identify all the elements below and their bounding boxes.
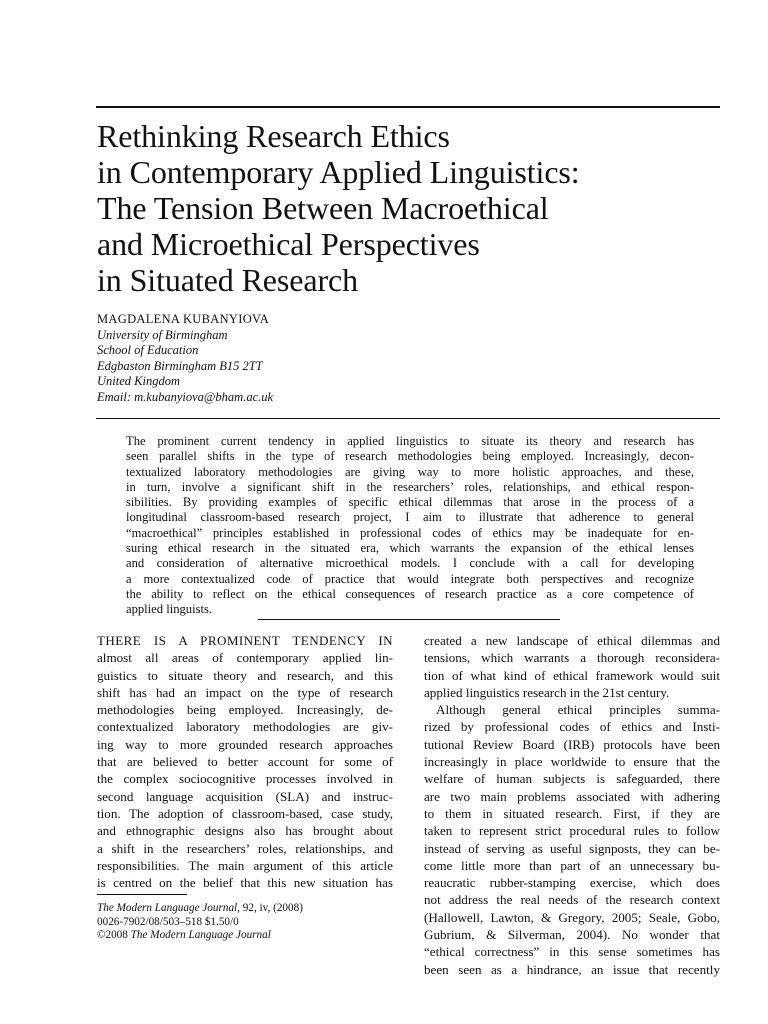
- body-line: almost all areas of contemporary applied lin-: [97, 650, 393, 666]
- body-line: THERE IS A PROMINENT TENDENCY IN: [97, 633, 393, 648]
- body-line: are two main problems associated with adhering: [424, 788, 720, 804]
- abstract-line: the ability to reflect on the ethical consequences of research practice as a core competence of: [126, 586, 694, 601]
- journal-issn: 0026-7902/08/503–518 $1.50/0: [97, 915, 239, 928]
- abstract-line: longitudinal classroom-based research project, I aim to illustrate that adherence to general: [126, 510, 694, 525]
- body-column-left: [97, 632, 393, 891]
- abstract-line: The prominent current tendency in applied linguistics to situate its theory and research has: [126, 434, 694, 448]
- abstract-line: in turn, involve a significant shift in the researchers’ roles, relationships, and ethical respon-: [126, 479, 694, 494]
- copyright-year: ©2008: [97, 929, 131, 942]
- title-line: in Situated Research: [97, 262, 359, 298]
- body-line: tensions, which warrants a thorough reconsidera-: [424, 650, 720, 666]
- body-line: applied linguistics research in the 21st century.: [424, 684, 670, 700]
- body-line: increasingly in place worldwide to ensure that the: [424, 754, 720, 770]
- body-line: ing way to more grounded research approaches: [97, 736, 393, 752]
- body-line: methodologies being employed. Increasingly, de-: [97, 702, 393, 718]
- title-line: and Microethical Perspectives: [97, 226, 480, 262]
- body-line: rized by professional codes of ethics and Insti-: [424, 719, 720, 735]
- body-line: tion of what kind of ethical framework would suit: [424, 667, 720, 683]
- body-line: Although general ethical principles summa-: [436, 702, 720, 718]
- body-line: shift has had an impact on the type of research: [97, 684, 393, 700]
- title-line: in Contemporary Applied Linguistics:: [97, 154, 580, 190]
- abstract-line: suring ethical research in the situated era, which warrants the expansion of the ethical lenses: [126, 541, 694, 556]
- body-line: responsibilities. The main argument of this article: [97, 857, 393, 873]
- title-line: Rethinking Research Ethics: [97, 118, 450, 154]
- abstract-line: “macroethical” principles established in professional codes of ethics may be inadequate for en-: [126, 525, 694, 540]
- abstract-line: seen parallel shifts in the type of research methodologies being employed. Increasingly, decon-: [126, 449, 694, 464]
- body-line: been seen as a hindrance, an issue that recently: [424, 961, 720, 977]
- copyright-holder: The Modern Language Journal: [130, 929, 271, 942]
- journal-volume: 92, iv, (2008): [239, 902, 303, 914]
- body-line: to them in situated research. First, if they are: [424, 805, 720, 821]
- body-line: welfare of human subjects is safeguarded, there: [424, 771, 720, 787]
- body-line: created a new landscape of ethical dilemmas and: [424, 633, 720, 648]
- journal-copyright: [97, 929, 303, 943]
- body-line: tion. The adoption of classroom-based, case study,: [97, 805, 393, 821]
- abstract-line: textualized laboratory methodologies are giving way to more holistic approaches, and these,: [126, 464, 694, 479]
- body-line: a shift in the researchers’ roles, relationships, and: [97, 840, 393, 856]
- abstract-top-rule: [96, 418, 720, 419]
- abstract-bottom-rule: [258, 619, 560, 620]
- body-line: (Hallowell, Lawton, & Gregory, 2005; Seale, Gobo,: [424, 909, 720, 925]
- abstract-line: applied linguists.: [126, 602, 213, 617]
- affiliation-line: School of Education: [97, 343, 199, 357]
- affiliation-line: University of Birmingham: [97, 327, 228, 342]
- journal-footnote: [97, 902, 303, 943]
- body-line: instead of serving as useful signposts, they can be-: [424, 840, 720, 856]
- body-line: reaucratic rubber-stamping exercise, which does: [424, 875, 720, 891]
- body-column-right: [424, 632, 720, 978]
- abstract-line: and consideration of alternative microethical models. I conclude with a call for developing: [126, 556, 694, 571]
- body-line: tutional Review Board (IRB) protocols have been: [424, 736, 720, 752]
- journal-citation: [97, 902, 303, 916]
- affiliation-line: Edgbaston Birmingham B15 2TT: [97, 358, 263, 373]
- title-line: The Tension Between Macroethical: [97, 190, 549, 226]
- author-name: MAGDALENA KUBANYIOVA: [97, 312, 270, 326]
- body-line: come little more than part of an unnecessary bu-: [424, 857, 720, 873]
- abstract-line: sibilities. By providing examples of specific ethical dilemmas that arose in the process of a: [126, 495, 694, 510]
- article-title: [97, 118, 717, 298]
- author-block: [97, 312, 273, 405]
- author-email: Email: m.kubanyiova@bham.ac.uk: [97, 389, 274, 404]
- body-line: second language acquisition (SLA) and instruc-: [97, 788, 393, 804]
- body-line: taken to represent strict procedural rules to follow: [424, 823, 720, 839]
- body-line: is centred on the belief that this new situation has: [97, 875, 393, 891]
- body-line: that are believed to better account for some of: [97, 754, 393, 770]
- footnote-rule: [97, 894, 187, 895]
- top-rule: [96, 106, 720, 108]
- abstract-line: a more contextualized code of practice that would integrate both perspectives and recognize: [126, 571, 694, 586]
- body-line: guistics to situate theory and research, and this: [97, 667, 393, 683]
- affiliation-line: United Kingdom: [97, 374, 180, 388]
- body-line: not address the real needs of the research context: [424, 892, 720, 908]
- journal-name: The Modern Language Journal,: [97, 902, 240, 914]
- body-line: “ethical correctness” in this sense sometimes has: [424, 944, 720, 960]
- body-line: Gubrium, & Silverman, 2004). No wonder that: [424, 927, 720, 943]
- body-line: contextualized laboratory methodologies are giv-: [97, 719, 393, 735]
- body-line: and ethnographic designs also has brought about: [97, 823, 393, 839]
- body-line: the complex sociocognitive processes involved in: [97, 771, 393, 787]
- abstract: [126, 434, 694, 618]
